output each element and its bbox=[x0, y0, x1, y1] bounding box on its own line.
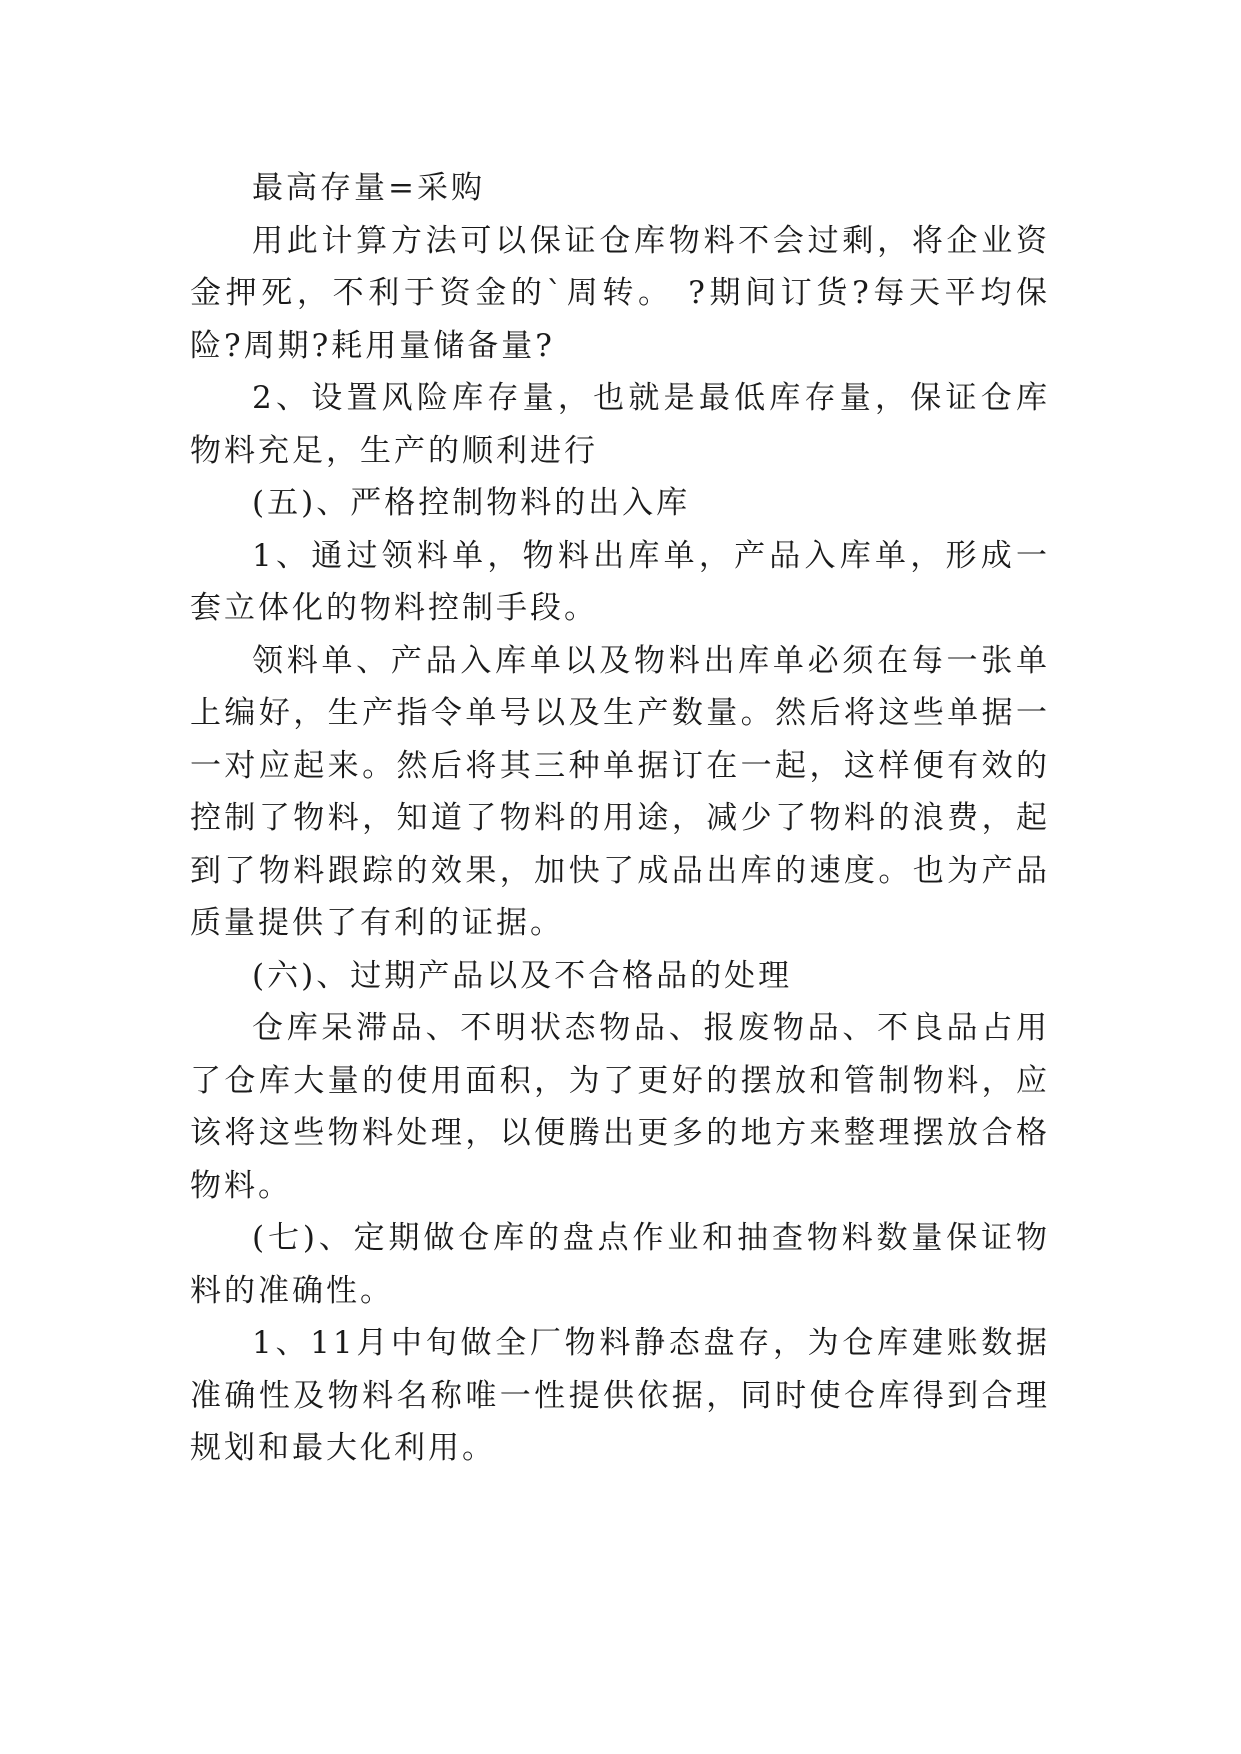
paragraph-risk-stock: 2、设置风险库存量，也就是最低库存量，保证仓库物料充足，生产的顺利进行 bbox=[190, 380, 1050, 469]
paragraph-stocktaking: 1、11月中旬做全厂物料静态盘存，为仓库建账数据准确性及物料名称唯一性提供依据，同时使仓库得到合理规划和最大化利用。 bbox=[190, 1325, 1050, 1466]
paragraph-material-forms: 1、通过领料单，物料出库单，产品入库单，形成一套立体化的物料控制手段。 bbox=[190, 537, 1050, 626]
section-heading-5: (五)、严格控制物料的出入库 bbox=[252, 485, 691, 521]
section-heading-7: (七)、定期做仓库的盘点作业和抽查物料数量保证物料的准确性。 bbox=[190, 1220, 1050, 1309]
document-body bbox=[190, 162, 1050, 1475]
paragraph-form-matching: 领料单、产品入库单以及物料出库单必须在每一张单上编好，生产指令单号以及生产数量。然后将这些单据一一对应起来。然后将其三种单据订在一起，这样便有效的控制了物料，知道了物料的用途，减少了物料的浪费，起到了物料跟踪的效果，加快了成品出库的速度。也为产品质量提供了有利的证据。 bbox=[190, 642, 1050, 941]
paragraph-max-stock: 最高存量=采购 bbox=[252, 170, 485, 206]
paragraph-calculation-method: 用此计算方法可以保证仓库物料不会过剩，将企业资金押死，不利于资金的`周转。 ?期间订货?每天平均保险?周期?耗用量储备量? bbox=[190, 222, 1050, 364]
section-heading-6: (六)、过期产品以及不合格品的处理 bbox=[252, 957, 793, 994]
paragraph-obsolete-goods: 仓库呆滞品、不明状态物品、报废物品、不良品占用了仓库大量的使用面积，为了更好的摆放和管制物料，应该将这些物料处理，以便腾出更多的地方来整理摆放合格物料。 bbox=[190, 1010, 1050, 1204]
